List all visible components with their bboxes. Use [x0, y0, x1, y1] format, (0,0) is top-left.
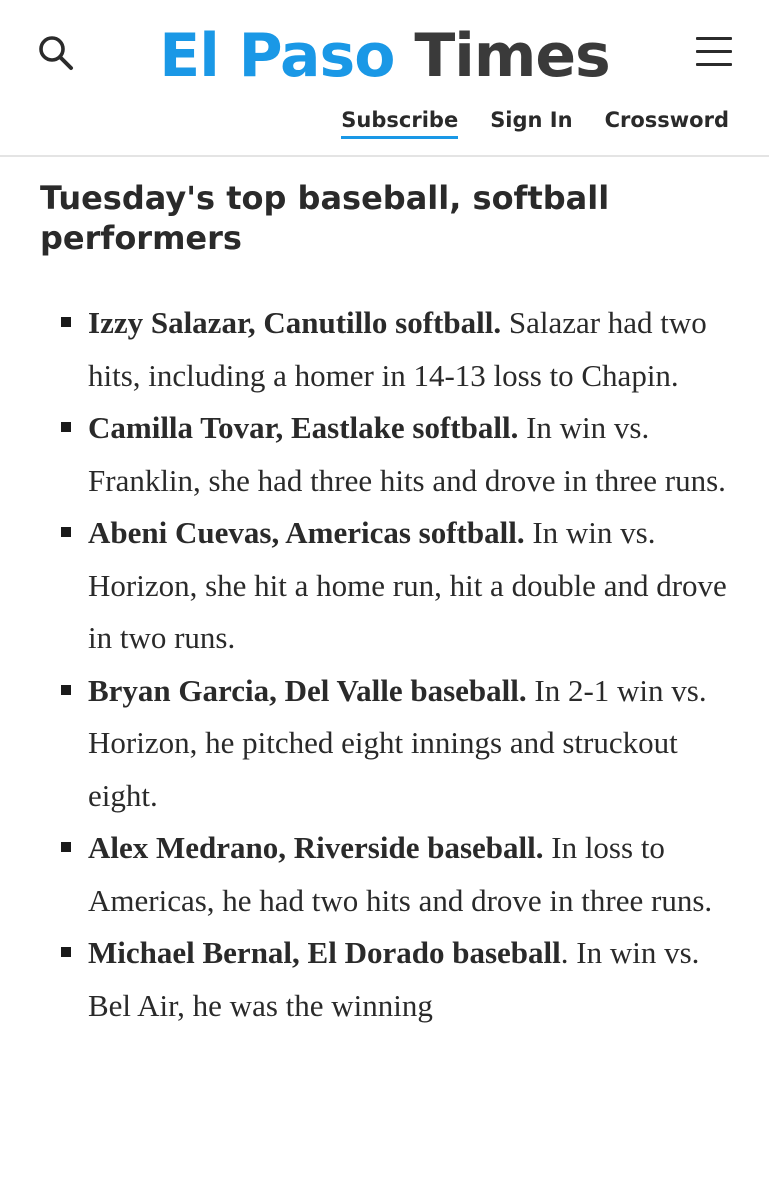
bullet-marker — [61, 947, 71, 957]
performer-summary: In loss to Americas, he had two hits and drove in three runs. — [88, 830, 713, 918]
site-logo[interactable] — [0, 18, 769, 94]
list-item — [0, 665, 769, 823]
performer-summary: In win vs. Franklin, she had three hits and drove in three runs. — [88, 410, 726, 498]
performers-list — [0, 297, 769, 1032]
crossword-link[interactable]: Crossword — [604, 108, 729, 132]
bullet-marker — [61, 317, 71, 327]
performer-summary: . In win vs. Bel Air, he was the winning — [88, 935, 700, 1023]
performer-name: Abeni Cuevas, Americas softball. — [88, 515, 525, 550]
header-nav — [341, 108, 729, 139]
site-header — [0, 0, 769, 157]
performer-name: Michael Bernal, El Dorado baseball — [88, 935, 561, 970]
performer-name: Bryan Garcia, Del Valle baseball. — [88, 672, 527, 708]
bullet-marker — [61, 685, 71, 695]
logo-el-paso: El Paso — [159, 21, 395, 91]
list-item — [0, 507, 769, 665]
list-item — [0, 402, 769, 507]
performer-summary: In 2-1 win vs. Horizon, he pitched eight innings and struckout eight. — [88, 672, 707, 813]
sign-in-link[interactable]: Sign In — [490, 108, 573, 132]
performer-summary: Salazar had two hits, including a homer in 14-13 loss to Chapin. — [88, 305, 707, 393]
bullet-marker — [61, 527, 71, 537]
performer-name: Alex Medrano, Riverside baseball. — [88, 830, 544, 865]
bullet-marker — [61, 422, 71, 432]
list-item — [0, 297, 769, 402]
logo-times: Times — [414, 21, 610, 91]
bullet-marker — [61, 842, 71, 852]
menu-button[interactable] — [694, 35, 734, 69]
list-item — [0, 822, 769, 927]
list-item — [0, 927, 769, 1032]
performer-name: Izzy Salazar, Canutillo softball. — [88, 305, 502, 340]
article-headline: Tuesday's top baseball, softball performers — [40, 179, 610, 257]
subscribe-link[interactable]: Subscribe — [341, 108, 458, 139]
performer-name: Camilla Tovar, Eastlake softball. — [88, 410, 519, 445]
performer-summary: In win vs. Horizon, she hit a home run, hit a double and drove in two runs. — [88, 515, 727, 655]
